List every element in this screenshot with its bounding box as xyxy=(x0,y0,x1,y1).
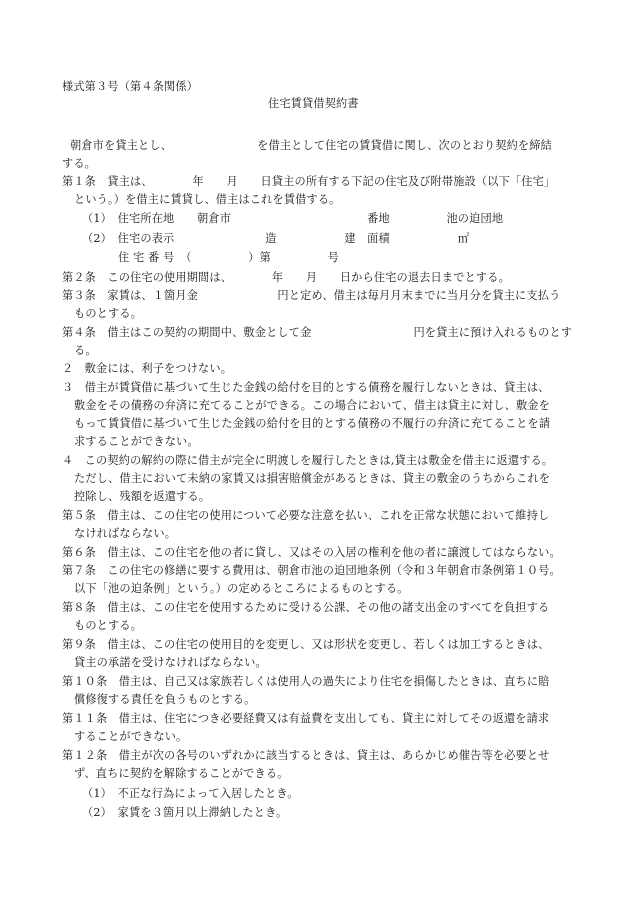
article-4-para-2: ２ 敷金には、利子をつけない。 xyxy=(62,362,233,375)
article-3-cont: ものとする。 xyxy=(74,307,143,320)
article-11: 第１１条 借主は、住宅につき必要経費又は有益費を支出しても、貸主に対してその返還を請求 xyxy=(62,712,550,725)
article-4-para-4: ４ この契約の解約の際に借主が完全に明渡しを履行したときは,貸主は敷金を借主に返還する。 xyxy=(62,454,554,467)
preamble-line: 朝倉市を貸主とし、 を借主として住宅の賃貸借に関し、次のとおり契約を締結 xyxy=(70,139,552,152)
article-8: 第８条 借主は、この住宅を使用するために受ける公課、その他の諸支出金のすべてを負担する xyxy=(62,601,550,614)
article-7: 第７条 この住宅の修繕に要する費用は、朝倉市池の迫団地条例（令和３年朝倉市条例第１０号。 xyxy=(62,564,561,577)
article-4: 第４条 借主はこの契約の期間中、敷金として金 円を貸主に預け入れるものとす xyxy=(62,326,573,339)
item-address: （1） 住宅所在地 朝倉市 番地 池の迫団地 xyxy=(82,212,504,225)
article-4-para-3-cont: 求することができない。 xyxy=(74,435,199,448)
article-12-item-2: （2） 家賃を３箇月以上滞納したとき。 xyxy=(82,806,288,819)
item-display: （2） 住宅の表示 造 建 面積 ㎡ xyxy=(82,232,470,245)
article-4-para-3: ３ 借主が賃貸借に基づいて生じた金銭の給付を目的とする債務を履行しないときは、貸主は、 xyxy=(62,381,550,394)
preamble-line: する。 xyxy=(62,157,97,170)
item-house-number: 住 宅 番 号 （ ）第 号 xyxy=(118,251,339,264)
article-1: 第１条 貸主は、 年 月 日貸主の所有する下記の住宅及び附帯施設（以下「住宅」 xyxy=(62,175,556,188)
article-4-para-3-cont: もって賃貸借に基づいて生じた金銭の給付を目的とする債務の不履行の弁済に充てることを請 xyxy=(74,417,551,430)
article-8-cont: ものとする。 xyxy=(74,619,143,632)
article-4-cont: る。 xyxy=(74,344,97,357)
document-title: 住宅賃貸借契約書 xyxy=(268,97,359,110)
article-5: 第５条 借主は、この住宅の使用について必要な注意を払い、これを正常な状態において維持し xyxy=(62,509,550,522)
article-12-cont: ず、直ちに契約を解除することができる。 xyxy=(74,767,289,780)
article-4-para-4-cont: ただし、借主において未納の家賃又は損害賠償金があるときは、貸主の敷金のうちからこれを xyxy=(74,472,551,485)
article-9: 第９条 借主は、この住宅の使用目的を変更し、又は形状を変更し、若しくは加工するときは、 xyxy=(62,638,550,651)
article-9-cont: 貸主の承諾を受けなければならない。 xyxy=(74,656,267,669)
article-6: 第６条 借主は、この住宅を他の者に貸し、又はその入居の権利を他の者に譲渡してはならない。 xyxy=(62,546,561,559)
article-7-cont: 以下「池の迫条例」という。）の定めるところによるものとする。 xyxy=(74,582,409,595)
article-11-cont: することができない。 xyxy=(74,730,188,743)
form-number: 様式第３号（第４条関係） xyxy=(62,80,199,93)
article-12: 第１２条 借主が次の各号のいずれかに該当するときは、貸主は、あらかじめ催告等を必要とせ xyxy=(62,749,550,762)
article-12-item-1: （1） 不正な行為によって入居したとき。 xyxy=(82,787,299,800)
article-4-para-3-cont: 敷金をその債務の弁済に充てることができる。この場合において、借主は貸主に対し、敷金を xyxy=(74,399,550,412)
article-10-cont: 償修復する責任を負うものとする。 xyxy=(74,693,256,706)
article-5-cont: なければならない。 xyxy=(74,527,177,540)
article-4-para-4-cont: 控除し、残額を返還する。 xyxy=(74,490,211,503)
article-2: 第２条 この住宅の使用期間は、 年 月 日から住宅の退去日までとする。 xyxy=(62,271,510,284)
article-1-cont: という。）を借主に賃貸し、借主はこれを賃借する。 xyxy=(74,193,341,206)
article-10: 第１０条 借主は、自己又は家族若しくは使用人の過失により住宅を損傷したときは、直ちに賠 xyxy=(62,675,550,688)
article-3: 第３条 家賃は、１箇月金 円と定め、借主は毎月月末までに当月分を貸主に支払う xyxy=(62,289,561,302)
